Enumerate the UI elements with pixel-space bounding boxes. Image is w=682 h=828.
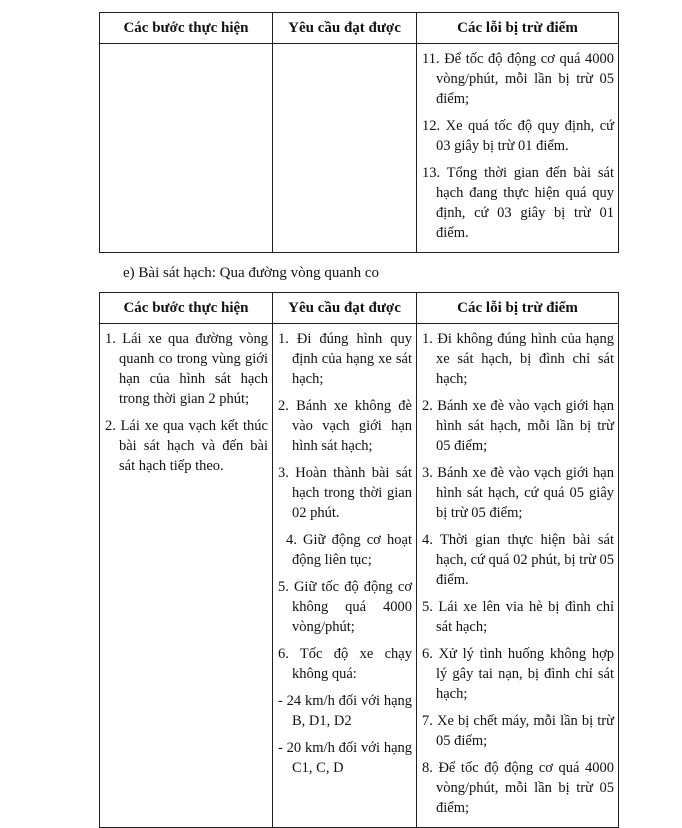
list-item: 7. Xe bị chết máy, mỗi lần bị trừ 05 điểm; bbox=[422, 713, 614, 749]
header-steps: Các bước thực hiện bbox=[100, 13, 273, 44]
list-item: 4. Giữ động cơ hoạt động liên tục; bbox=[286, 532, 412, 568]
list-item: - 24 km/h đối với hạng B, D1, D2 bbox=[278, 693, 412, 729]
document-content bbox=[99, 12, 618, 828]
cell-requirements bbox=[273, 324, 417, 828]
header-requirements: Yêu cầu đạt được bbox=[273, 13, 417, 44]
list-item: 11. Để tốc độ động cơ quá 4000 vòng/phút, mỗi lần bị trừ 05 điểm; bbox=[422, 50, 614, 107]
header-errors: Các lỗi bị trừ điểm bbox=[417, 293, 619, 324]
list-item: 2. Bánh xe không đè vào vạch giới hạn hình sát hạch; bbox=[278, 398, 412, 454]
list-item: 13. Tổng thời gian đến bài sát hạch đang thực hiện quá quy định, cứ 03 giây bị trừ 01 điểm. bbox=[422, 164, 614, 241]
table-continued-header bbox=[100, 13, 619, 44]
cell-errors bbox=[417, 324, 619, 828]
header-errors: Các lỗi bị trừ điểm bbox=[417, 13, 619, 44]
section-e-caption: e) Bài sát hạch: Qua đường vòng quanh co bbox=[123, 264, 379, 281]
list-item: 1. Đi không đúng hình của hạng xe sát hạch, bị đình chỉ sát hạch; bbox=[422, 331, 614, 387]
list-item: 6. Tốc độ xe chạy không quá: bbox=[278, 646, 412, 682]
list-item: 2. Lái xe qua vạch kết thúc bài sát hạch và đến bài sát hạch tiếp theo. bbox=[105, 418, 268, 474]
header-steps: Các bước thực hiện bbox=[100, 293, 273, 324]
header-requirements: Yêu cầu đạt được bbox=[273, 293, 417, 324]
list-item: 12. Xe quá tốc độ quy định, cứ 03 giây bị trừ 01 điểm. bbox=[422, 117, 614, 154]
cell-steps bbox=[100, 324, 273, 828]
list-item: 2. Bánh xe đè vào vạch giới hạn hình sát hạch, mỗi lần bị trừ 05 điểm; bbox=[422, 398, 614, 454]
list-item: 3. Bánh xe đè vào vạch giới hạn hình sát hạch, cứ quá 05 giây bị trừ 05 điểm; bbox=[422, 465, 614, 521]
list-item: 1. Đi đúng hình quy định của hạng xe sát hạch; bbox=[278, 331, 412, 387]
table-exam-continued bbox=[99, 12, 619, 253]
table-row bbox=[100, 43, 619, 252]
list-item: 6. Xử lý tình huống không hợp lý gây tai nạn, bị đình chỉ sát hạch; bbox=[422, 646, 614, 702]
cell-errors-continued bbox=[417, 43, 619, 252]
table-exam-section-e bbox=[99, 292, 619, 828]
list-item: 4. Thời gian thực hiện bài sát hạch, cứ quá 02 phút, bị trừ 05 điểm. bbox=[422, 532, 615, 588]
list-item: 3. Hoàn thành bài sát hạch trong thời gian 02 phút. bbox=[278, 465, 412, 521]
list-item: 5. Lái xe lên via hè bị đình chỉ sát hạch; bbox=[422, 599, 614, 635]
cell-requirements-continued bbox=[273, 43, 417, 252]
list-item: - 20 km/h đối với hạng C1, C, D bbox=[278, 740, 412, 776]
table-e-header bbox=[100, 293, 619, 324]
cell-steps-continued bbox=[100, 43, 273, 252]
list-item: 1. Lái xe qua đường vòng quanh co trong vùng giới hạn của hình sát hạch trong thời gian 2 phút; bbox=[105, 331, 268, 407]
list-item: 5. Giữ tốc độ động cơ không quá 4000 vòng/phút; bbox=[278, 579, 412, 635]
list-item: 8. Để tốc độ động cơ quá 4000 vòng/phút, mỗi lần bị trừ 05 điểm; bbox=[422, 760, 614, 816]
table-row bbox=[100, 324, 619, 828]
